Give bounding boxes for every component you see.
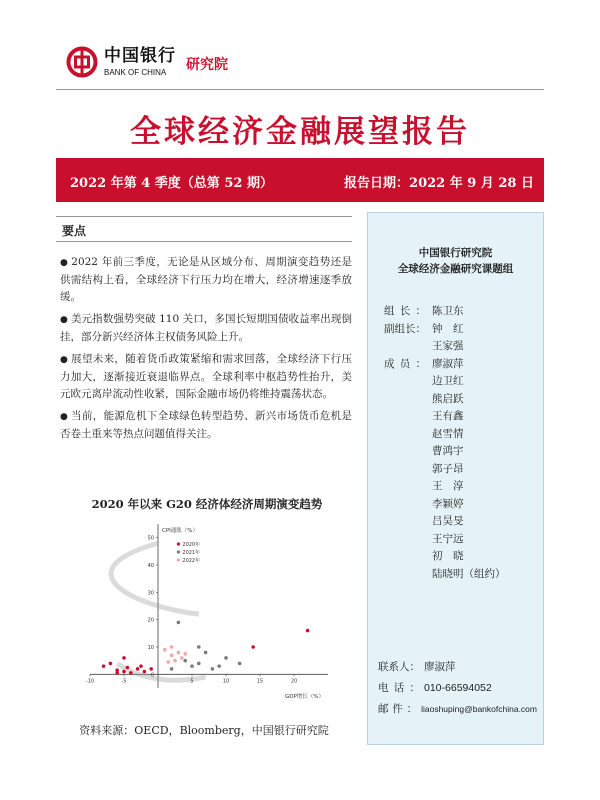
chart-background — [80, 518, 338, 713]
x-tick-label: -10 — [85, 678, 95, 685]
data-point — [149, 667, 153, 671]
data-point — [173, 659, 177, 663]
member-row — [384, 356, 535, 374]
member-row — [384, 548, 535, 566]
data-point — [129, 671, 133, 675]
member-row — [384, 373, 535, 391]
member-row — [384, 338, 535, 356]
y-tick-label: 0 — [150, 672, 154, 679]
data-point — [251, 645, 255, 649]
contact-label: 联系人： — [378, 661, 420, 673]
member-row — [384, 496, 535, 514]
data-point — [217, 664, 221, 668]
team-members — [384, 303, 535, 583]
x-tick-label: -5 — [121, 678, 127, 685]
contact-info — [378, 657, 537, 720]
member-row — [384, 566, 535, 584]
header-divider — [56, 89, 544, 90]
legend-marker — [177, 550, 180, 553]
summary-bullets — [60, 254, 352, 448]
member-name: 王家强 — [432, 340, 464, 352]
report-date: 报告日期：2022 年 9 月 28 日 — [344, 176, 534, 191]
summary-bullet: ● 当前，能源危机下全球绿色转型趋势、新兴市场货币危机是否卷土重来等热点问题值得关注。 — [60, 408, 352, 443]
member-name: 吕昊旻 — [432, 515, 464, 527]
member-name: 熊启跃 — [432, 392, 464, 405]
member-role: 副组长： — [384, 322, 426, 335]
contact-phone-row — [378, 678, 537, 699]
member-row — [384, 531, 535, 549]
summary-bullet: ● 展望未来，随着货币政策紧缩和需求回落，全球经济下行压力加大，逐渐接近衰退临界点。全球利率中枢趋势性抬升，美元欧元离岸流动性收紧，国际金融市场仍将维持震荡状态。 — [60, 351, 352, 403]
member-name: 边卫红 — [432, 375, 464, 387]
data-point — [197, 645, 201, 649]
member-row — [384, 391, 535, 409]
legend-marker — [177, 558, 180, 561]
data-point — [306, 629, 310, 633]
member-row — [384, 408, 535, 426]
x-tick-label: 5 — [190, 678, 194, 685]
contact-email-row — [378, 699, 537, 720]
data-point — [183, 652, 187, 656]
member-row — [384, 461, 535, 479]
phone-label: 电话： — [378, 682, 420, 694]
report-period: 2022 年第 4 季度（总第 52 期） — [70, 176, 273, 191]
contact-phone: 010-66594052 — [424, 682, 492, 694]
member-name: 王有鑫 — [432, 410, 464, 422]
data-point — [126, 666, 130, 670]
data-point — [177, 621, 181, 625]
data-point — [238, 662, 242, 666]
x-tick-label: 20 — [290, 678, 298, 685]
data-point — [211, 667, 215, 671]
team-group: 全球经济金融研究课题组 — [397, 263, 514, 275]
figure-title: 2020 年以来 G20 经济体经济周期演变趋势 — [91, 497, 323, 511]
member-name: 郭子昂 — [432, 462, 464, 475]
data-point — [170, 667, 174, 671]
figure-source: 资料来源：OECD，Bloomberg，中国银行研究院 — [79, 724, 329, 737]
x-axis-label: GDP增长（%） — [284, 694, 324, 700]
bank-of-china-emblem-icon — [66, 46, 98, 78]
report-info-band — [56, 158, 544, 202]
data-point — [102, 664, 106, 668]
data-point — [122, 656, 126, 660]
data-point — [204, 651, 208, 655]
data-point — [180, 656, 184, 660]
logo-chinese-name: 中国银行 — [104, 45, 176, 66]
member-role: 组长： — [384, 305, 426, 317]
member-name: 陆晓明（组约） — [432, 567, 506, 580]
business-cycle-scatter-chart — [80, 518, 338, 713]
data-point — [109, 662, 113, 666]
y-tick-label: 10 — [147, 645, 154, 651]
contact-person: 廖淑萍 — [424, 661, 456, 673]
member-role: 成员： — [384, 357, 426, 370]
y-tick-label: 50 — [147, 535, 154, 542]
logo-english-name: BANK OF CHINA — [104, 67, 167, 77]
summary-bullet: ● 2022 年前三季度，无论是从区域分布、周期演变趋势还是供需结构上看，全球经济下行压力均在增大，经济增速逐季放缓。 — [60, 254, 352, 306]
team-heading — [368, 245, 543, 277]
contact-email[interactable]: liaoshuping@bankofchina.com — [421, 704, 537, 714]
x-tick-label: 10 — [222, 678, 230, 685]
summary-heading: 要点 — [62, 224, 87, 238]
member-row — [384, 443, 535, 461]
y-tick-label: 30 — [147, 590, 154, 597]
legend-label: 2022年 — [182, 558, 201, 564]
data-point — [163, 648, 167, 652]
team-institute: 中国银行研究院 — [418, 247, 493, 259]
member-row — [384, 321, 535, 339]
member-row — [384, 478, 535, 496]
member-name: 钟 红 — [432, 322, 464, 335]
data-point — [166, 660, 170, 664]
member-name: 曹鸿宇 — [432, 445, 464, 457]
data-point — [177, 651, 181, 655]
email-label: 邮件： — [378, 703, 418, 715]
data-point — [170, 653, 174, 657]
report-title: 全球经济金融展望报告 — [130, 114, 470, 150]
bank-logo — [66, 46, 228, 78]
member-name: 王宁远 — [432, 532, 464, 545]
contact-person-row — [378, 657, 537, 678]
member-row — [384, 426, 535, 444]
data-point — [139, 664, 143, 668]
summary-heading-bar — [56, 216, 352, 242]
institute-name: 研究院 — [186, 57, 228, 73]
data-point — [115, 671, 119, 675]
member-name: 初 晓 — [432, 550, 464, 562]
data-point — [190, 664, 194, 668]
y-tick-label: 40 — [147, 563, 154, 569]
x-tick-label: 15 — [256, 678, 264, 685]
data-point — [122, 670, 126, 674]
member-name: 陈卫东 — [432, 305, 464, 317]
data-point — [183, 659, 187, 663]
legend-marker — [177, 542, 180, 545]
data-point — [136, 667, 140, 671]
member-row — [384, 513, 535, 531]
legend-label: 2021年 — [182, 550, 201, 556]
member-name: 廖淑萍 — [432, 357, 464, 370]
member-row — [384, 303, 535, 321]
summary-bullet: ● 美元指数强势突破 110 关口，多国长短期国债收益率出现倒挂，部分新兴经济体主权债务风险上升。 — [60, 311, 352, 346]
member-name: 赵雪情 — [432, 427, 464, 440]
data-point — [170, 645, 174, 649]
legend-label: 2020年 — [182, 542, 201, 548]
data-point — [143, 670, 147, 674]
member-name: 王 淳 — [432, 480, 464, 492]
research-team-panel — [367, 212, 544, 745]
y-tick-label: 20 — [147, 617, 154, 624]
member-name: 李颖婷 — [432, 497, 464, 510]
data-point — [197, 662, 201, 666]
data-point — [224, 656, 228, 660]
y-axis-label: CPI通胀（%） — [162, 528, 199, 534]
